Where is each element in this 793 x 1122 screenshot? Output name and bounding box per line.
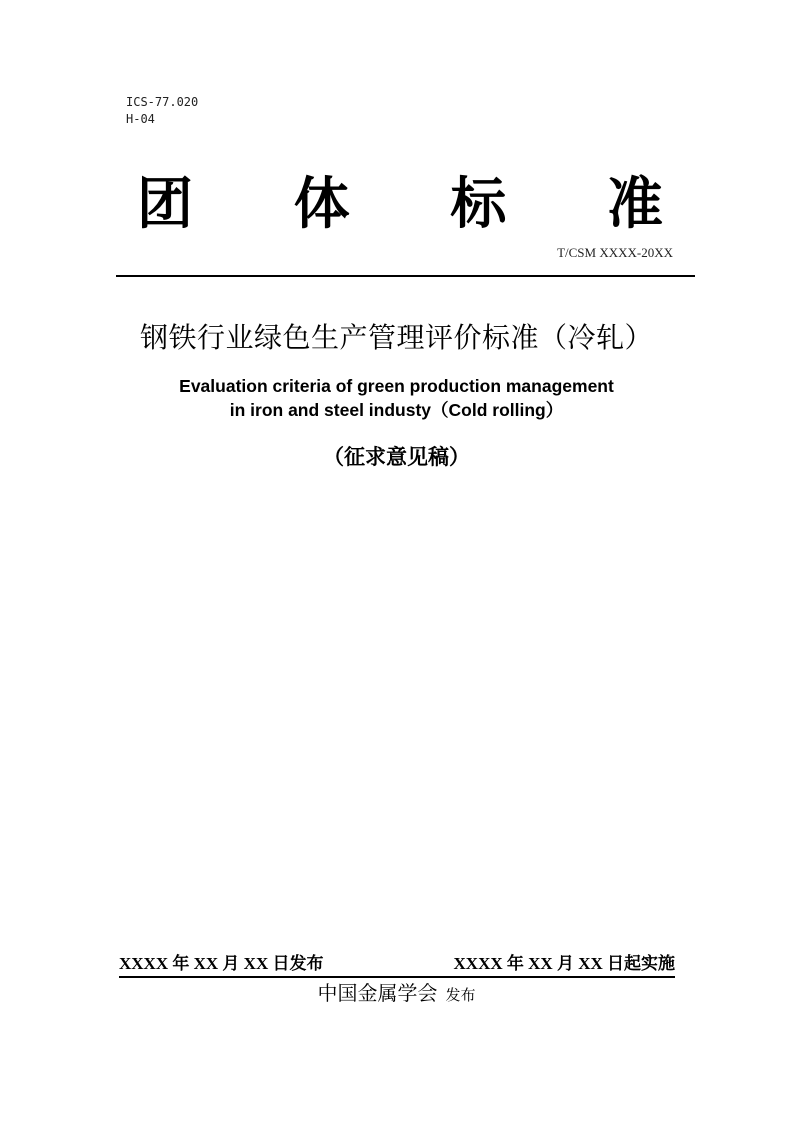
header-divider [116, 275, 695, 277]
draft-status: （征求意见稿） [323, 445, 470, 469]
english-title-line-2: in iron and steel industy（Cold rolling） [229, 400, 564, 420]
classification-codes [126, 94, 198, 128]
heading-char-2: 体 [293, 171, 350, 237]
publisher-verb: 发布 [445, 986, 476, 1004]
ics-code: ICS-77.020 [126, 95, 199, 109]
publisher [0, 978, 793, 1010]
heading-char-3: 标 [450, 171, 507, 237]
chinese-title: 钢铁行业绿色生产管理评价标准（冷轧） [139, 321, 653, 354]
heading-char-1: 团 [137, 171, 193, 237]
date-line [119, 952, 675, 978]
implementation-date: XXXX 年 XX 月 XX 日起实施 [453, 954, 675, 973]
publish-date: XXXX 年 XX 月 XX 日发布 [119, 954, 324, 973]
english-title-line-1: Evaluation criteria of green production management [179, 376, 614, 396]
english-title [0, 374, 793, 422]
heading-char-4: 准 [606, 171, 663, 237]
publisher-name: 中国金属学会 [317, 981, 438, 1005]
ccs-code: H-04 [126, 112, 155, 126]
group-standard-heading [120, 168, 680, 240]
standard-code: T/CSM XXXX-20XX [557, 245, 673, 260]
